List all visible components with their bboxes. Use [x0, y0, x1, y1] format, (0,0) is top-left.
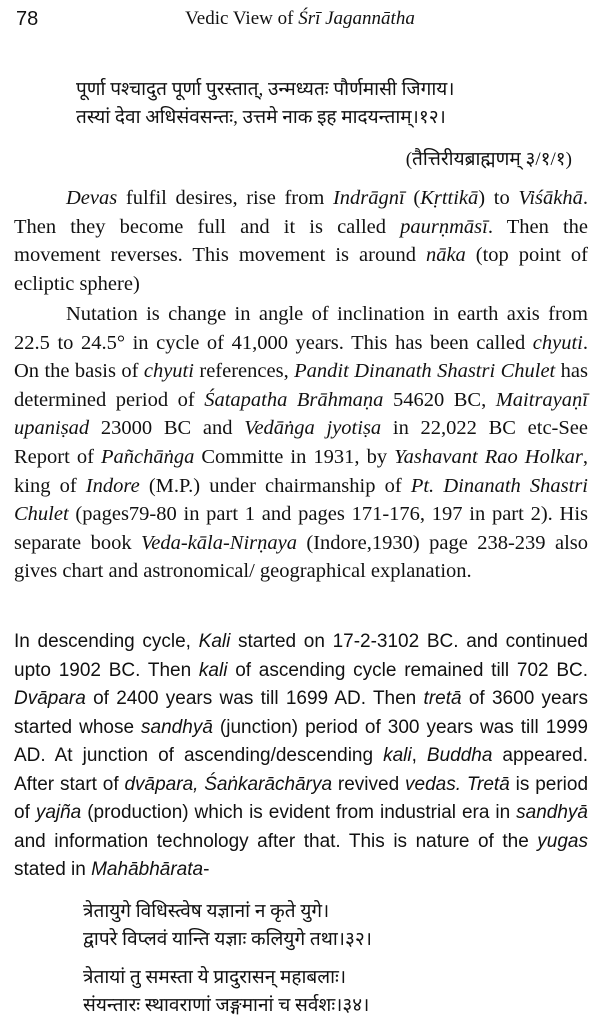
text-run: Viśākhā	[518, 187, 583, 209]
text-run: (M.P.) under chairmanship of	[139, 474, 411, 497]
text-run: Kṛttikā	[420, 187, 479, 209]
text-run: Pandit Dinanath Shastri Chulet	[294, 360, 556, 383]
running-head	[0, 8, 600, 30]
page-number: 78	[16, 8, 39, 30]
text-run: -	[203, 859, 210, 880]
running-head-italic: Śrī Jagannātha	[298, 8, 415, 29]
verse-2-line-1: त्रेतायुगे विधिस्त्वेष यज्ञानां न कृते युगे।	[83, 901, 330, 922]
text-run: kali	[383, 745, 412, 766]
verse-3-line-2: संयन्तारः स्थावराणां जङ्गमानां च सर्वशः।३४।	[83, 995, 370, 1016]
paragraph-2	[14, 300, 588, 586]
text-run: 23000 BC and	[89, 417, 245, 440]
text-run: . Then the movement reverses. This movement is around	[14, 215, 589, 267]
text-run: (top point of ecliptic sphere)	[14, 244, 588, 295]
text-run: nāka	[425, 244, 466, 267]
text-run: Nutation is change in angle of inclination in earth axis from 22.5 to 24.5° in cycle of 41,000 years. This has been called	[14, 303, 588, 354]
text-run: started on 17-2-3102 BC. and continued upto 1902 BC. Then	[14, 631, 588, 681]
text-run: of ascending cycle remained till 702 BC.	[227, 659, 589, 681]
text-run: Devas	[66, 187, 118, 209]
text-run: paurṇmāsī	[400, 215, 488, 238]
text-run: Committe in 1931, by	[194, 445, 395, 468]
text-run: Indrāgnī	[332, 187, 405, 209]
text-run: Yashavant Rao Holkar	[394, 445, 583, 468]
text-run: has determined period of	[14, 360, 589, 411]
text-run: Indore	[85, 474, 140, 497]
text-run: ,	[411, 745, 427, 766]
text-run: Mahābhārata	[91, 859, 204, 880]
text-run: Pañchāṅga	[100, 445, 195, 468]
text-run: Maitrayaṇī upaniṣad	[14, 388, 588, 440]
text-run: . On the basis of	[14, 331, 588, 383]
text-run: yajña	[35, 802, 82, 823]
text-run: of 3600 years started whose	[14, 688, 589, 738]
text-run: Veda-kāla-Nirṇaya	[140, 531, 297, 554]
text-run: chyuti	[143, 360, 194, 383]
verse-1-line-1: पूर्णा पश्चादुत पूर्णा पुरस्तात्, उन्मध्यतः पौर्णमासी जिगाय।	[76, 79, 455, 100]
text-run: and information technology after that. This is nature of the	[14, 830, 538, 852]
verse-2-line-2: द्वापरे विप्लवं यान्ति यज्ञाः कलियुगे तथा।३२।	[83, 929, 372, 950]
verse-1-line-2: तस्यां देवा अधिसंवसन्तः, उत्तमे नाक इह मादयन्ताम्।१२।	[76, 107, 446, 128]
text-run: is period of	[14, 773, 589, 823]
text-run: kali	[198, 659, 228, 681]
text-run: (production) which is evident from industrial era in	[81, 802, 517, 823]
text-run: ) to	[478, 187, 519, 209]
verse-3-line-1: त्रेतायां तु समस्ता ये प्रादुरासन् महाबलाः।	[83, 967, 347, 988]
text-run: dvāpara, Śaṅkarāchārya	[124, 773, 333, 795]
text-run: Vedāṅga jyotiṣa	[244, 417, 382, 440]
text-run: Kali	[198, 631, 231, 652]
text-run: in 22,022 BC etc-See Report of	[14, 417, 588, 468]
text-run: (junction) period of 300 years was till 1999 AD. At junction of ascending/descending	[14, 716, 588, 766]
text-run: revived	[332, 773, 406, 795]
text-run: Buddha	[426, 745, 493, 766]
text-run: chyuti	[532, 331, 583, 354]
text-run: . Then they become full and it is called	[14, 187, 588, 238]
text-run: appeared. After start of	[14, 745, 588, 795]
text-run: In descending cycle,	[14, 631, 199, 652]
text-run: (Indore,1930) page 238-239 also gives chart and astronomical/ geographical explanation.	[14, 531, 588, 583]
text-run: tretā	[423, 688, 462, 709]
verse-citation: (तैत्तिरीयब्राह्मणम् ३/१/१)	[405, 149, 572, 170]
text-run: fulfil desires, rise from	[117, 187, 333, 209]
text-run: , king of	[14, 445, 588, 497]
text-run: references,	[193, 360, 295, 383]
text-run: (pages79-80 in part 1 and pages 171-176, 197 in part 2). His separate book	[14, 503, 588, 554]
text-run: sandhyā	[141, 716, 213, 738]
text-run: sandhyā	[516, 802, 588, 823]
paragraph-1	[14, 184, 588, 298]
text-run: of 2400 years was till 1699 AD. Then	[85, 688, 424, 709]
text-run: vedas. Tretā	[405, 773, 510, 795]
text-run: yugas	[537, 830, 588, 852]
text-run: 54620 BC,	[383, 388, 496, 411]
text-run: (	[404, 187, 421, 209]
text-run: Dvāpara	[14, 688, 86, 709]
text-run: Pt. Dinanath Shastri Chulet	[14, 474, 588, 526]
running-head-prefix: Vedic View of	[185, 8, 299, 29]
text-run: stated in	[14, 859, 92, 880]
text-run: Śatapatha Brāhmaṇa	[204, 388, 384, 411]
paragraph-3	[14, 628, 588, 885]
